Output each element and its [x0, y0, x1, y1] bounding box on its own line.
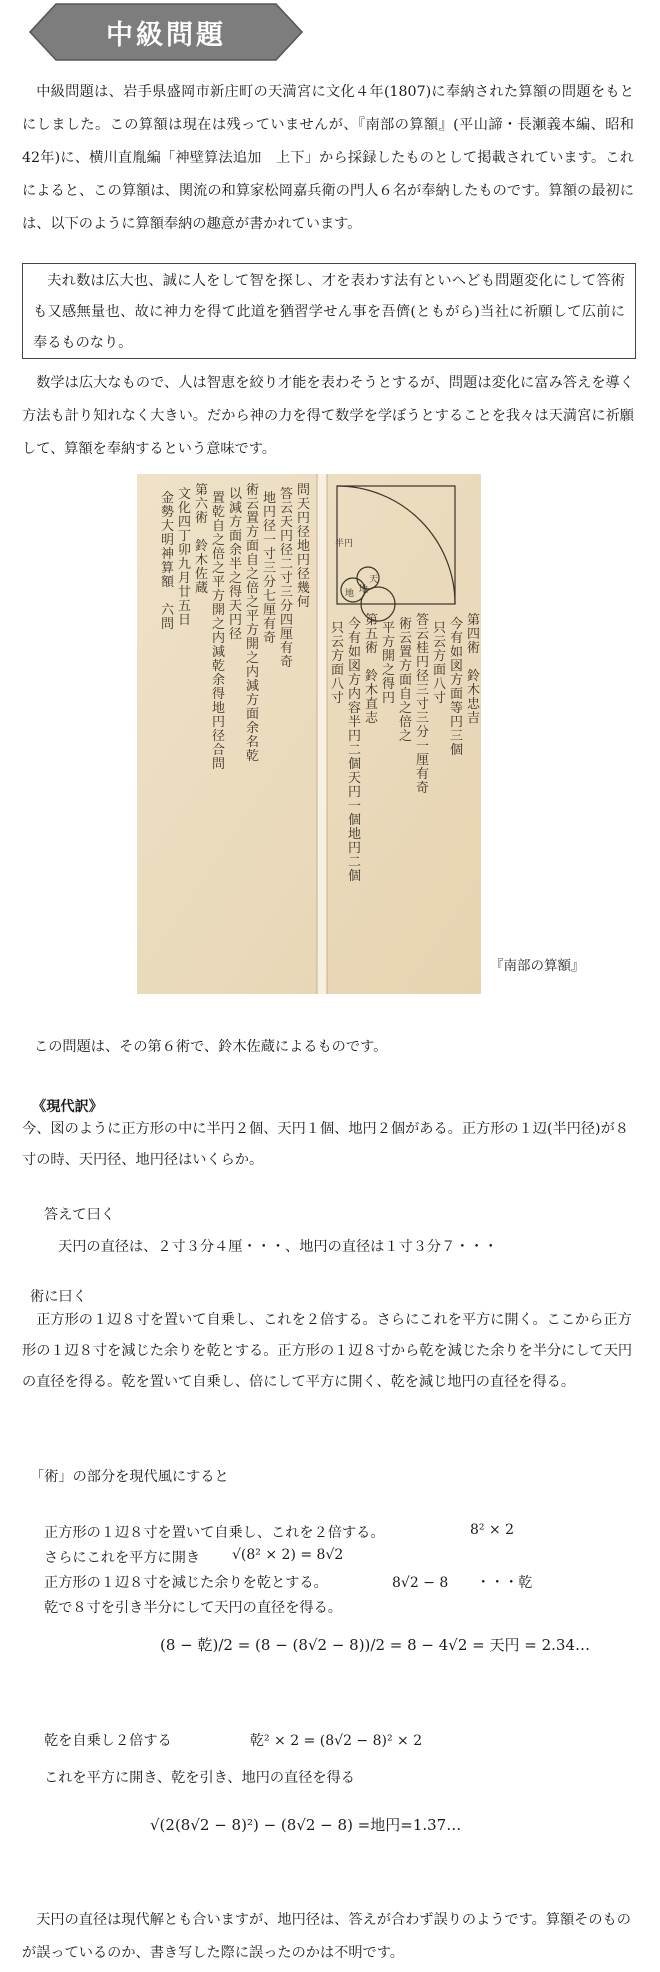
manuscript-column: 只云方面八寸	[331, 621, 345, 706]
manuscript-column: 術云置方面自之倍之平方開之内減方面余名乾	[246, 483, 260, 764]
step-4-text: 乾で８寸を引き半分にして天円の直径を得る。	[44, 1600, 342, 1616]
modern-text: 今、図のように正方形の中に半円２個、天円１個、地円２個がある。正方形の１辺(半円径)が８寸の時、天円径、地円径はいくらか。	[22, 1121, 629, 1168]
figure-label: 地	[345, 589, 355, 599]
step-3-formula: 8√2 − 8 ・・・乾	[392, 1575, 533, 1591]
manuscript-column: 地円径一寸三分七厘有奇	[263, 491, 277, 646]
manuscript-column: 置乾自之倍之平方開之内減乾余得地円径合問	[212, 491, 226, 772]
manuscript-column: 第六術 鈴木佐蔵	[195, 483, 209, 596]
conclusion-paragraph: 天円の直径は現代解とも合いますが、地円径は、答えが合わず誤りのようです。算額そのものが誤っているのか、書き写した際に誤ったのかは不明です。	[22, 1912, 631, 1961]
figure-label: 半円	[335, 539, 354, 549]
image-caption: 『南部の算額』	[490, 958, 585, 974]
step-1-text: 正方形の１辺８寸を置いて自乗し、これを２倍する。	[44, 1525, 385, 1541]
sangaku-manuscript-image	[137, 474, 481, 994]
equation-chien: √(2(8√2 − 8)²) − (8√2 − 8) =地円=1.37…	[150, 1816, 462, 1834]
step-2-text: さらにこれを平方に開き	[44, 1550, 201, 1566]
problem-source: この問題は、その第６術で、鈴木佐蔵によるものです。	[34, 1039, 388, 1055]
dedication-quote-box	[22, 263, 636, 359]
step-5-text: 乾を自乗し２倍する	[44, 1733, 172, 1749]
manuscript-column: 問天円径地円径幾何	[297, 483, 311, 610]
modern-heading: 《現代訳》	[32, 1099, 103, 1115]
manuscript-column: 平方開之得円	[382, 621, 396, 706]
manuscript-column: 今有如図方内容半円二個天円一個地円二個	[348, 617, 362, 884]
manuscript-column: 第四術 鈴木忠吉	[467, 613, 481, 726]
equation-tenen: (8 − 乾)/2 = (8 − (8√2 − 8))/2 = 8 − 4√2 = 天円 = 2.34…	[160, 1636, 591, 1654]
step-6-text: これを平方に開き、乾を引き、地円の直径を得る	[44, 1770, 355, 1786]
figure-label: 地	[359, 585, 369, 595]
method-heading: 術に曰く	[30, 1289, 87, 1305]
meaning-paragraph: 数学は広大なもので、人は智恵を絞り才能を表わそうとするが、問題は変化に富み答えを導く方法も計り知れなく大きい。だから神の力を得て数学を学ぼうとすることを我々は天満宮に祈願して、算額を奉納するという意味です。	[22, 375, 634, 457]
method-text: 正方形の１辺８寸を置いて自乗し、これを２倍する。さらにこれを平方に開く。ここから正方形の１辺８寸を減じた余りを乾とする。正方形の１辺８寸から乾を減じた余りを半分にして天円の直径を得る。乾を置いて自乗し、倍にして平方に開く、乾を減じ地円の直径を得る。	[22, 1312, 633, 1390]
intro-paragraph: 中級問題は、岩手県盛岡市新庄町の天満宮に文化４年(1807)に奉納された算額の問題をもとにしました。この算額は現在は残っていませんが、『南部の算額』(平山諦・長瀬義本編、昭和42年)に、横川直胤編「神壁算法追加 上下」から採録したものとして掲載されています。これによると、この算額は、関流の和算家松岡嘉兵衛の門人６名が奉納したものです。算額の最初には、以下のように算額奉納の趣意が書かれています。	[22, 84, 634, 232]
manuscript-column: 答云桂円径三寸三分一厘有奇	[416, 613, 430, 796]
step-3-text: 正方形の１辺８寸を減じた余りを乾とする。	[44, 1575, 328, 1591]
modern-method-heading: 「術」の部分を現代風にすると	[30, 1469, 229, 1485]
answer-text: 天円の直径は、２寸３分４厘・・・、地円の直径は１寸３分７・・・	[58, 1239, 498, 1255]
step-1-formula: 8² × 2	[470, 1522, 515, 1538]
page-title: 中級問題	[106, 19, 226, 51]
manuscript-column: 只云方面八寸	[433, 621, 447, 706]
answer-heading: 答えて曰く	[44, 1207, 115, 1223]
dedication-quote: 夫れ数は広大也、誠に人をして智を探し、才を表わす法有といへども問題変化にして答術も又感無量也、故に神力を得て此道を猶習学せん事を吾儕(ともがら)当社に祈願して広前に奉るものなり。	[33, 273, 625, 351]
figure-label: 天	[369, 575, 379, 585]
manuscript-column: 以減方面余半之得天円径	[229, 487, 243, 642]
manuscript-column: 金勢大明神算額 六問	[161, 491, 175, 632]
step-5-formula: 乾² × 2 = (8√2 − 8)² × 2	[250, 1733, 423, 1749]
manuscript-column: 答云天円径二寸三分四厘有奇	[280, 487, 294, 670]
manuscript-column: 術云置方面自之倍之	[399, 617, 413, 744]
manuscript-column: 第五術 鈴木直志	[365, 613, 379, 726]
manuscript-column: 今有如図方面等円三個	[450, 617, 464, 758]
manuscript-column: 文化四丁卯九月廿五日	[178, 487, 192, 628]
step-2-formula: √(8² × 2) = 8√2	[232, 1547, 344, 1563]
